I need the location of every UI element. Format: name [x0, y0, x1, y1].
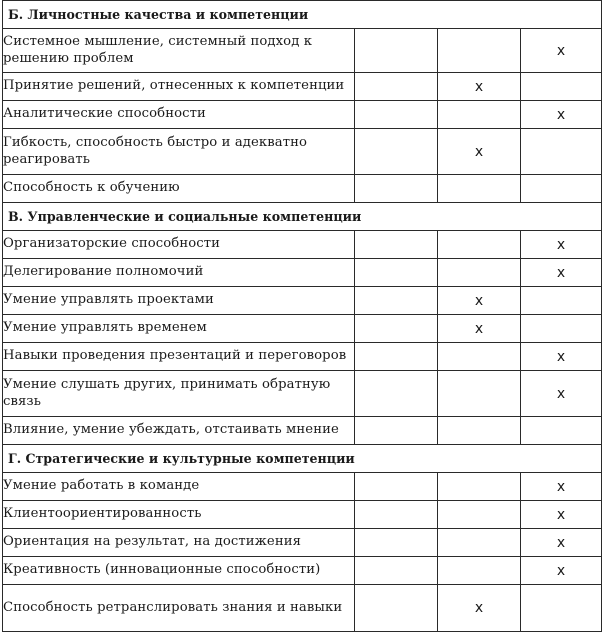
competency-name: Ориентация на результат, на достижения — [3, 529, 355, 557]
table-row — [3, 101, 602, 129]
rating-cell-1 — [355, 585, 438, 632]
rating-cell-1 — [355, 129, 438, 175]
table-row — [3, 175, 602, 203]
rating-cell-1 — [355, 529, 438, 557]
rating-cell-2: х — [438, 129, 521, 175]
competency-name: Клиентоориентированность — [3, 501, 355, 529]
competency-name: Умение слушать других, принимать обратную связь — [3, 371, 355, 417]
rating-cell-1 — [355, 501, 438, 529]
rating-cell-3: х — [521, 343, 602, 371]
table-row — [3, 29, 602, 73]
table-row — [3, 231, 602, 259]
table-row — [3, 259, 602, 287]
rating-cell-1 — [355, 73, 438, 101]
competency-table — [2, 0, 602, 632]
table-row — [3, 343, 602, 371]
section-title: Г. Стратегические и культурные компетенции — [3, 445, 602, 473]
rating-cell-2 — [438, 473, 521, 501]
rating-cell-2 — [438, 343, 521, 371]
rating-cell-1 — [355, 175, 438, 203]
rating-cell-1 — [355, 231, 438, 259]
rating-cell-2 — [438, 529, 521, 557]
rating-cell-3 — [521, 287, 602, 315]
competency-name: Навыки проведения презентаций и переговоров — [3, 343, 355, 371]
rating-cell-3: х — [521, 101, 602, 129]
section-header-b — [3, 1, 602, 29]
rating-cell-2 — [438, 259, 521, 287]
table-row — [3, 417, 602, 445]
competency-name: Умение управлять проектами — [3, 287, 355, 315]
rating-cell-1 — [355, 287, 438, 315]
table-row — [3, 129, 602, 175]
competency-name: Способность к обучению — [3, 175, 355, 203]
table-row — [3, 529, 602, 557]
rating-cell-3: х — [521, 557, 602, 585]
rating-cell-2 — [438, 29, 521, 73]
competency-name: Гибкость, способность быстро и адекватно реагировать — [3, 129, 355, 175]
rating-cell-3: х — [521, 231, 602, 259]
section-title: В. Управленческие и социальные компетенции — [3, 203, 602, 231]
competency-name: Делегирование полномочий — [3, 259, 355, 287]
rating-cell-1 — [355, 29, 438, 73]
table-row — [3, 501, 602, 529]
rating-cell-2 — [438, 417, 521, 445]
rating-cell-3 — [521, 417, 602, 445]
rating-cell-2: х — [438, 585, 521, 632]
rating-cell-3: х — [521, 29, 602, 73]
rating-cell-3 — [521, 175, 602, 203]
rating-cell-1 — [355, 557, 438, 585]
rating-cell-3: х — [521, 371, 602, 417]
rating-cell-3 — [521, 129, 602, 175]
competency-name: Принятие решений, отнесенных к компетенции — [3, 73, 355, 101]
rating-cell-3 — [521, 73, 602, 101]
table-row — [3, 315, 602, 343]
rating-cell-3 — [521, 585, 602, 632]
rating-cell-3 — [521, 315, 602, 343]
competency-name: Умение работать в команде — [3, 473, 355, 501]
table-row — [3, 371, 602, 417]
competency-name: Способность ретранслировать знания и навыки — [3, 585, 355, 632]
section-title: Б. Личностные качества и компетенции — [3, 1, 602, 29]
rating-cell-2 — [438, 371, 521, 417]
rating-cell-1 — [355, 417, 438, 445]
rating-cell-3: х — [521, 473, 602, 501]
rating-cell-2: х — [438, 73, 521, 101]
competency-name: Влияние, умение убеждать, отстаивать мнение — [3, 417, 355, 445]
rating-cell-3: х — [521, 501, 602, 529]
competency-name: Умение управлять временем — [3, 315, 355, 343]
rating-cell-1 — [355, 473, 438, 501]
competency-name: Системное мышление, системный подход к решению проблем — [3, 29, 355, 73]
section-header-v — [3, 203, 602, 231]
rating-cell-2 — [438, 231, 521, 259]
competency-name: Креативность (инновационные способности) — [3, 557, 355, 585]
rating-cell-1 — [355, 371, 438, 417]
rating-cell-2 — [438, 501, 521, 529]
table-row — [3, 473, 602, 501]
rating-cell-1 — [355, 101, 438, 129]
table-row — [3, 585, 602, 632]
competency-name: Аналитические способности — [3, 101, 355, 129]
rating-cell-2 — [438, 101, 521, 129]
competency-name: Организаторские способности — [3, 231, 355, 259]
table-row — [3, 287, 602, 315]
table-row — [3, 73, 602, 101]
rating-cell-2 — [438, 557, 521, 585]
rating-cell-3: х — [521, 529, 602, 557]
rating-cell-2: х — [438, 315, 521, 343]
section-header-g — [3, 445, 602, 473]
rating-cell-2: х — [438, 287, 521, 315]
rating-cell-1 — [355, 343, 438, 371]
rating-cell-1 — [355, 259, 438, 287]
table-row — [3, 557, 602, 585]
rating-cell-2 — [438, 175, 521, 203]
rating-cell-3: х — [521, 259, 602, 287]
rating-cell-1 — [355, 315, 438, 343]
